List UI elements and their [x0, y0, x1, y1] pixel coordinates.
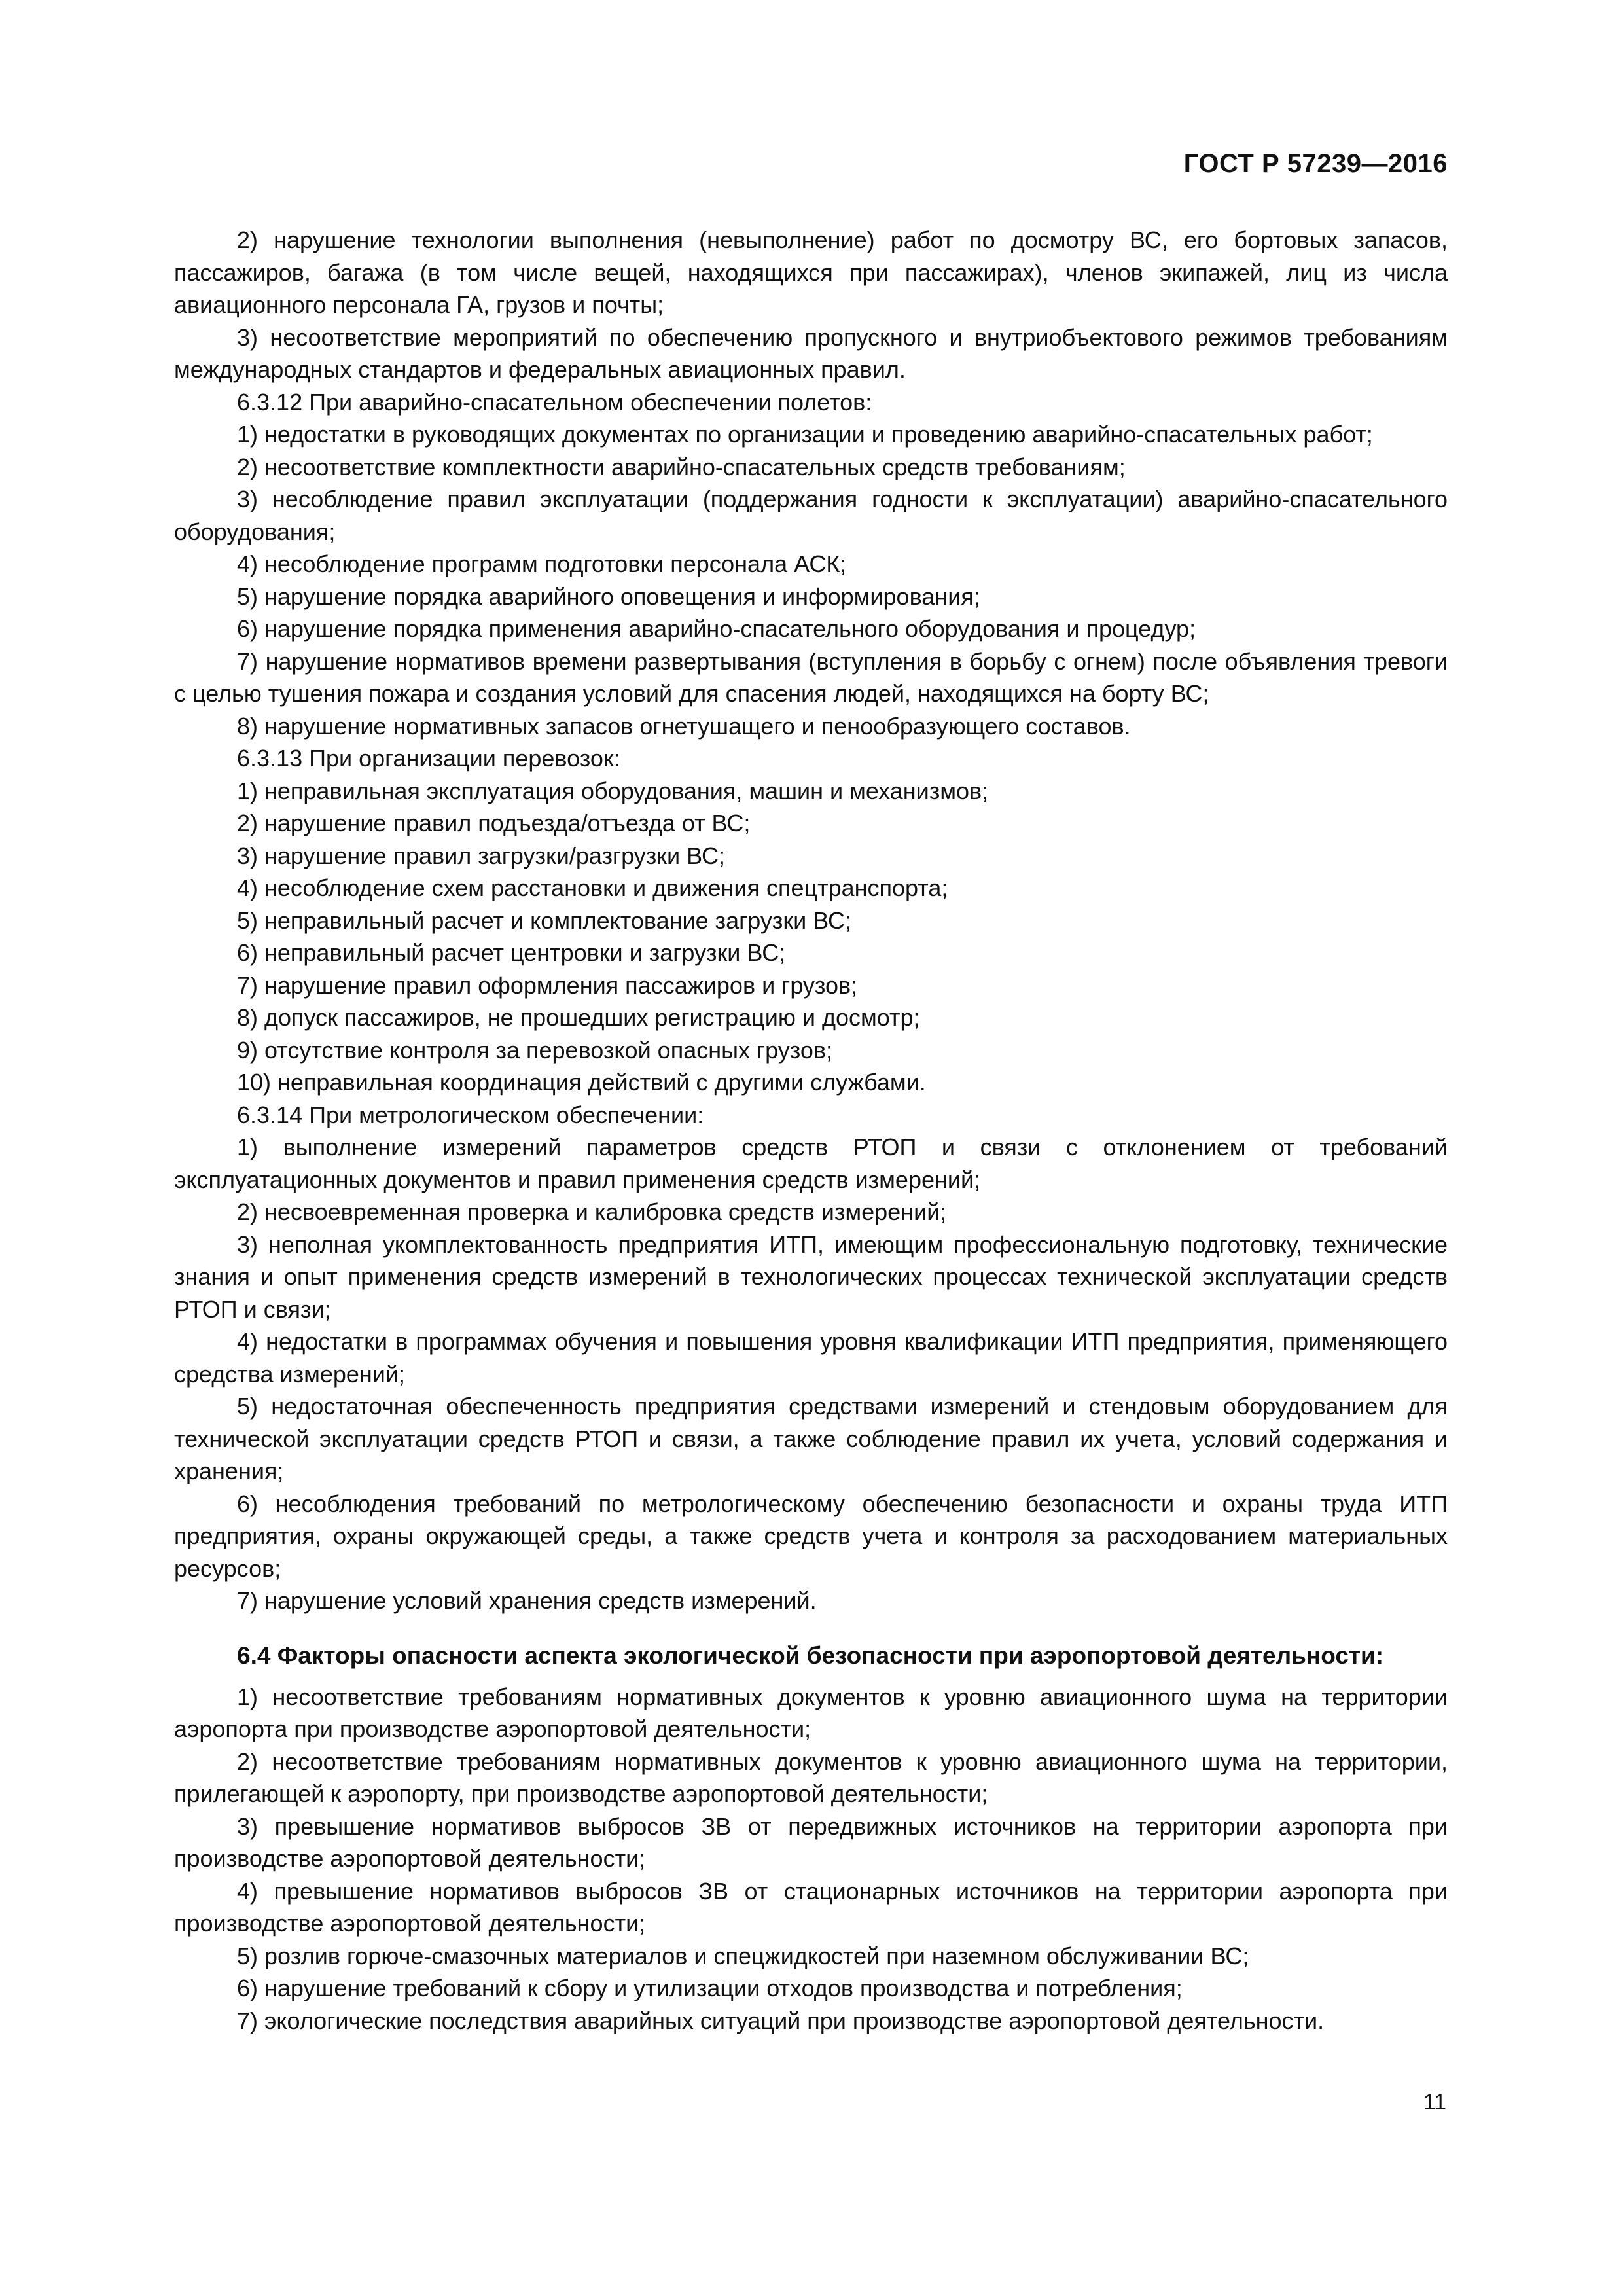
list-item: 1) выполнение измерений параметров средств РТОП и связи с отклонением от требований эксплуатационных документов и правил применения средств измерений; [174, 1134, 1448, 1193]
list-item: 3) превышение нормативов выбросов ЗВ от передвижных источников на территории аэропорта при производстве аэропортовой деятельности; [174, 1812, 1448, 1872]
document-body [174, 224, 1448, 2037]
list-item: 3) нарушение правил загрузки/разгрузки ВС; [237, 842, 725, 869]
list-item: 4) превышение нормативов выбросов ЗВ от стационарных источников на территории аэропорта при производстве аэропортовой деятельности; [174, 1877, 1448, 1937]
list-item: 8) допуск пассажиров, не прошедших регистрацию и досмотр; [237, 1004, 920, 1031]
list-item: 5) неправильный расчет и комплектование загрузки ВС; [237, 906, 852, 934]
page-number: 11 [1423, 2090, 1446, 2115]
list-item: 1) недостатки в руководящих документах по организации и проведению аварийно-спасательных работ; [237, 421, 1373, 448]
list-item: 2) нарушение правил подъезда/отъезда от ВС; [237, 810, 751, 836]
list-item: 6) неправильный расчет центровки и загрузки ВС; [237, 939, 786, 966]
list-item: 9) отсутствие контроля за перевозкой опасных грузов; [237, 1036, 832, 1064]
list-item: 2) несоответствие комплектности аварийно-спасательных средств требованиям; [237, 453, 1126, 480]
list-item: 6) нарушение требований к сбору и утилизации отходов производства и потребления; [237, 1975, 1183, 2001]
clause-heading-6-3-13: 6.3.13 При организации перевозок: [237, 745, 620, 772]
list-item: 3) неполная укомплектованность предприятия ИТП, имеющим профессиональную подготовку, технические знания и опыт применения средств измерений в технологических процессах технической эксплуатации средств РТОП и связи; [174, 1230, 1448, 1323]
list-item: 4) недостатки в программах обучения и повышения уровня квалификации ИТП предприятия, применяющего средства измерений; [174, 1328, 1448, 1388]
list-item: 1) несоответствие требованиям нормативных документов к уровню авиационного шума на территории аэропорта при производстве аэропортовой деятельности; [174, 1683, 1448, 1742]
list-item: 10) неправильная координация действий с другими службами. [237, 1069, 926, 1096]
paragraph: 3) несоответствие мероприятий по обеспечению пропускного и внутриобъектового режимов требованиям международных стандартов и федеральных авиационных правил. [174, 323, 1448, 383]
list-item: 7) нарушение нормативов времени развертывания (вступления в борьбу с огнем) после объявления тревоги с целью тушения пожара и создания условий для спасения людей, находящихся на борту ВС; [174, 647, 1448, 707]
list-item: 7) нарушение правил оформления пассажиров и грузов; [237, 971, 858, 999]
document-code-header: ГОСТ Р 57239—2016 [1183, 149, 1448, 178]
list-item: 4) несоблюдение программ подготовки персонала АСК; [237, 550, 847, 577]
list-item: 1) неправильная эксплуатация оборудования, машин и механизмов; [237, 777, 989, 804]
list-item: 5) розлив горюче-смазочных материалов и спецжидкостей при наземном обслуживании ВС; [237, 1942, 1249, 1969]
clause-heading-6-3-14: 6.3.14 При метрологическом обеспечении: [237, 1101, 704, 1128]
list-item: 7) нарушение условий хранения средств измерений. [237, 1587, 817, 1614]
list-item: 6) несоблюдения требований по метрологическому обеспечению безопасности и охраны труда ИТП предприятия, охраны окружающей среды, а также средств учета и контроля за расходованием материальных ресурсов; [174, 1490, 1448, 1582]
list-item: 5) недостаточная обеспеченность предприятия средствами измерений и стендовым оборудованием для технической эксплуатации средств РТОП и связи, а также соблюдение правил их учета, условий содержания и хранения; [174, 1393, 1448, 1484]
list-item: 6) нарушение порядка применения аварийно-спасательного оборудования и процедур; [237, 615, 1196, 642]
clause-heading-6-3-12: 6.3.12 При аварийно-спасательном обеспечении полетов: [237, 388, 872, 416]
list-item: 3) несоблюдение правил эксплуатации (поддержания годности к эксплуатации) аварийно-спасательного оборудования; [174, 486, 1448, 545]
section-heading-6-4: 6.4 Факторы опасности аспекта экологической безопасности при аэропортовой деятельности: [237, 1641, 1384, 1669]
list-item: 5) нарушение порядка аварийного оповещения и информирования; [237, 583, 980, 610]
list-item: 8) нарушение нормативных запасов огнетушащего и пенообразующего составов. [237, 712, 1131, 740]
list-item: 2) несвоевременная проверка и калибровка средств измерений; [237, 1198, 947, 1225]
paragraph: 2) нарушение технологии выполнения (невыполнение) работ по досмотру ВС, его бортовых запасов, пассажиров, багажа (в том числе вещей, находящихся при пассажирах), членов экипажей, лиц из числа авиационного персонала ГА, грузов и почты; [174, 226, 1448, 318]
list-item: 7) экологические последствия аварийных ситуаций при производстве аэропортовой деятельности. [237, 2007, 1325, 2034]
list-item: 2) несоответствие требованиям нормативных документов к уровню авиационного шума на территории, прилегающей к аэропорту, при производстве аэропортовой деятельности; [174, 1748, 1448, 1807]
list-item: 4) несоблюдение схем расстановки и движения спецтранспорта; [237, 874, 948, 901]
